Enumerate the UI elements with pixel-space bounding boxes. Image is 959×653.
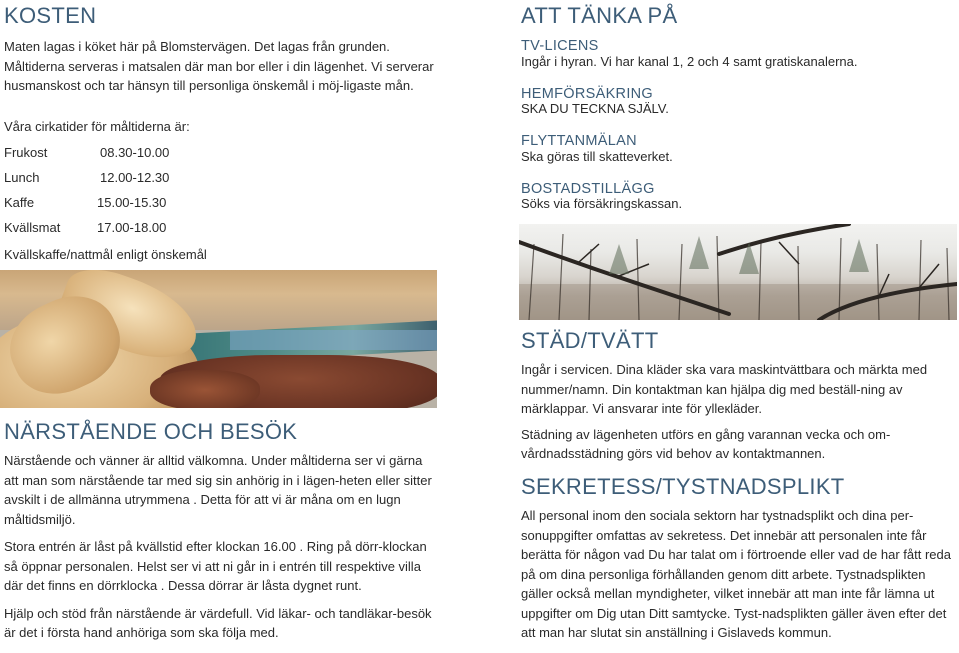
stad-paragraph: Städning av lägenheten utförs en gång varannan vecka och om-vårdnadsstädning görs vid behov av kontaktmannen. xyxy=(521,426,891,461)
att-tanka-item-text: Ska göras till skatteverket. xyxy=(521,148,673,164)
meal-name: Lunch xyxy=(4,170,40,185)
kosten-intro: Maten lagas i köket här på Blomstervägen. Det lagas från grunden. Måltiderna serveras i matsalen där man bor eller i din lägenhet. Vi serverar husmanskost och tar hänsyn till personliga önskemål i möj-ligaste mån. xyxy=(4,39,434,93)
att-tanka-item-text: Söks via försäkringskassan. xyxy=(521,196,683,211)
kosten-evening: Kvällskaffe/nattmål enligt önskemål xyxy=(4,247,207,262)
meal-time: 15.00-15.30 xyxy=(97,195,167,210)
narstaende-heading: NÄRSTÅENDE OCH BESÖK xyxy=(4,419,298,444)
narstaende-body xyxy=(4,451,434,643)
meal-row xyxy=(4,165,169,190)
att-tanka-item xyxy=(521,39,951,70)
att-tanka-item-text: SKA DU TECKNA SJÄLV. xyxy=(521,101,669,116)
sekretess-text: All personal inom den sociala sektorn har tystnadsplikt och dina per-sonuppgifter omfattas av sekretess. Det innebär att personalen inte får berätta för någon vad Du har talat om i förtroende eller vad de har fått reda på om dina personliga förhållanden genom ditt arbete. Tystnadsplikten gäller också mellan myndigheter, vilket innebär att man inte får lämna ut uppgifter om Dig utan Ditt samtycke. Tyst-nadsplikten gäller även efter det att man har slutat sin anställning i Gislaveds kommun. xyxy=(521,508,951,640)
meal-name: Kaffe xyxy=(4,195,35,210)
att-tanka-item xyxy=(521,87,951,118)
att-tanka-heading: ATT TÄNKA PÅ xyxy=(521,3,678,28)
meal-time: 12.00-12.30 xyxy=(100,170,170,185)
narstaende-paragraph: Närstående och vänner är alltid välkomna. Under måltiderna ser vi gärna att man som närstående tar med sig sin anhörig in i lägen-heten eller sitter avskilt i de allmänna utrymmena . Detta för att vi är måna om en lugn måltidsmiljö. xyxy=(4,453,432,527)
food-photo xyxy=(0,270,437,408)
att-tanka-list xyxy=(521,39,951,212)
meal-time: 08.30-10.00 xyxy=(100,145,170,160)
meal-times-list xyxy=(4,140,169,240)
att-tanka-item-title: HEMFÖRSÄKRING xyxy=(521,85,653,102)
meal-row xyxy=(4,215,169,240)
stad-body xyxy=(521,360,953,464)
att-tanka-item xyxy=(521,182,951,213)
kosten-heading: KOSTEN xyxy=(4,3,97,28)
narstaende-paragraph: Stora entrén är låst på kvällstid efter klockan 16.00 . Ring på dörr-klockan så öppnar personalen. Helst ser vi att ni går in i entrén till respektive villa där det finns en dörrklocka . Dessa dörrar är låsta dygnet runt. xyxy=(4,539,427,593)
att-tanka-item-title: TV-LICENS xyxy=(521,38,599,54)
narstaende-paragraph: Hjälp och stöd från närstående är värdefull. Vid läkar- och tandläkar-besök är det i första hand anhöriga som ska följa med. xyxy=(4,605,432,640)
att-tanka-item xyxy=(521,134,951,165)
kosten-times-intro: Våra cirkatider för måltiderna är: xyxy=(4,119,190,134)
meal-row xyxy=(4,140,169,165)
stad-paragraph: Ingår i servicen. Dina kläder ska vara maskintvättbara och märkta med nummer/namn. Din kontaktman kan hjälpa dig med beställ-ning av märklappar. Vi ansvarar inte för ylleкläder. xyxy=(521,362,928,416)
att-tanka-item-title: FLYTTANMÄLAN xyxy=(521,133,637,149)
meal-name: Kvällsmat xyxy=(4,220,61,235)
meal-row xyxy=(4,190,169,215)
stad-heading: STÄD/TVÄTT xyxy=(521,328,659,353)
meal-time: 17.00-18.00 xyxy=(97,220,167,235)
att-tanka-item-text: Ingår i hyran. Vi har kanal 1, 2 och 4 samt gratiskanalerna. xyxy=(521,53,858,69)
sekretess-heading: SEKRETESS/TYSTNADSPLIKT xyxy=(521,474,845,499)
trees-photo xyxy=(519,224,957,320)
meal-name: Frukost xyxy=(4,145,48,160)
att-tanka-item-title: BOSTADSTILLÄGG xyxy=(521,180,655,197)
